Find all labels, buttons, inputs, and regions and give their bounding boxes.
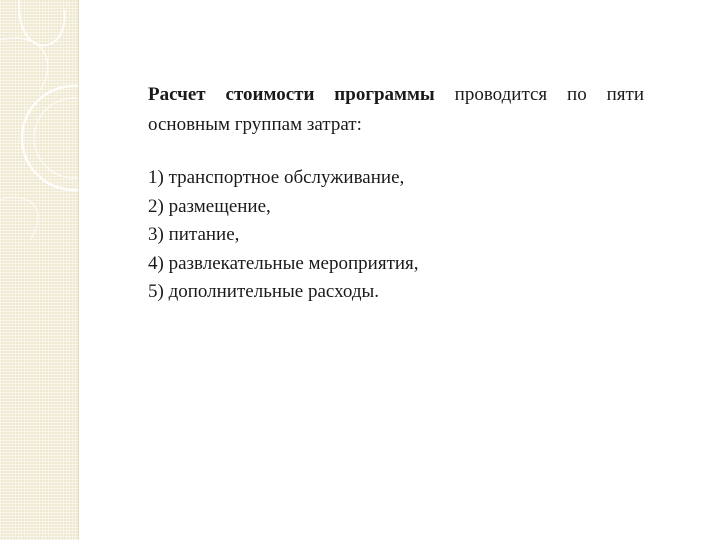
cost-groups-list (148, 164, 644, 307)
list-item: 4) развлекательные мероприятия, (148, 252, 419, 274)
intro-bold-lead: Расчет стоимости программы (148, 84, 435, 105)
list-item: 1) транспортное обслуживание, (148, 167, 405, 188)
swirl-ornament (0, 0, 78, 540)
list-item: 2) размещение, (148, 195, 271, 217)
band-divider (78, 0, 79, 540)
intro-paragraph (148, 80, 644, 140)
slide-content (148, 80, 644, 307)
list-item: 3) питание, (148, 224, 240, 245)
list-item: 5) дополнительные расходы. (148, 281, 380, 302)
intro-rest-text: проводится по пяти основным группам затрат: (148, 84, 645, 135)
